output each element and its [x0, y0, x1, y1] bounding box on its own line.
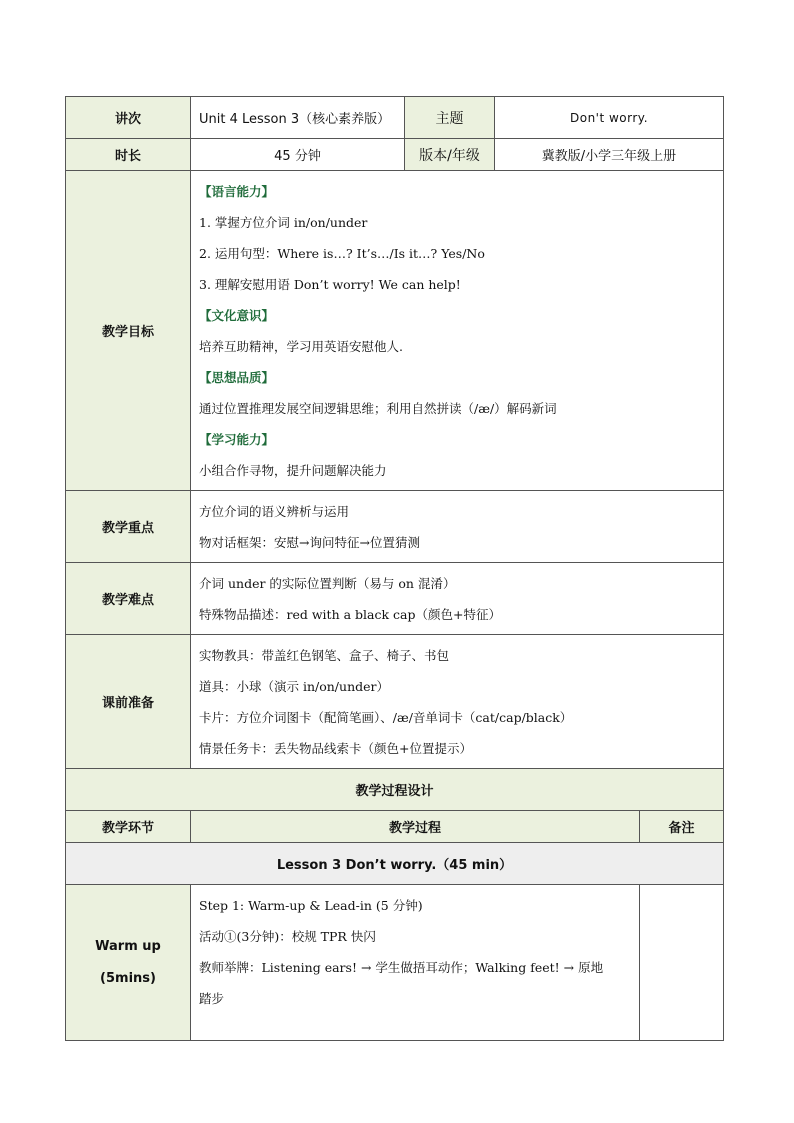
process-header-row	[66, 811, 724, 843]
lesson-plan-document	[65, 96, 723, 1041]
preparation-item: 实物教具：带盖红色钢笔、盒子、椅子、书包	[199, 648, 450, 663]
objective-item: 2. 运用句型：Where is…? It’s…/Is it…? Yes/No	[199, 246, 485, 261]
warmup-instruction-cont: 踏步	[199, 991, 225, 1006]
difficulty-item: 特殊物品描述：red with a black cap（颜色+特征）	[199, 607, 501, 622]
preparation-content	[191, 635, 724, 769]
preparation-item: 情景任务卡：丢失物品线索卡（颜色+位置提示）	[199, 741, 472, 756]
difficulty-item: 介词 under 的实际位置判断（易与 on 混淆）	[199, 576, 456, 591]
key-point-item: 方位介词的语义辨析与运用	[199, 504, 350, 519]
preparation-row	[66, 635, 724, 769]
info-row-lecture	[66, 97, 724, 139]
warmup-stage	[66, 885, 191, 1041]
thinking-heading: 【思想品质】	[199, 370, 275, 385]
culture-text: 培养互助精神，学习用英语安慰他人.	[199, 339, 403, 354]
objective-item: 3. 理解安慰用语 Don’t worry! We can help!	[199, 277, 461, 292]
column-header-note: 备注	[640, 811, 724, 843]
process-title-row	[66, 769, 724, 811]
warmup-activity: 活动①(3分钟)：校规 TPR 快闪	[199, 929, 376, 944]
learning-heading: 【学习能力】	[199, 432, 275, 447]
warmup-step: Step 1: Warm-up & Lead-in (5 分钟)	[199, 898, 423, 913]
key-point-item: 物对话框架：安慰→询问特征→位置猜测	[199, 535, 420, 550]
lecture-value: Unit 4 Lesson 3（核心素养版）	[191, 97, 405, 139]
topic-value: Don't worry.	[495, 97, 724, 139]
key-points-row	[66, 491, 724, 563]
preparation-item: 卡片：方位介词图卡（配简笔画）、/æ/音单词卡（cat/cap/black）	[199, 710, 573, 725]
lecture-label: 讲次	[66, 97, 191, 139]
warmup-row	[66, 885, 724, 1041]
info-row-duration	[66, 139, 724, 171]
culture-heading: 【文化意识】	[199, 308, 275, 323]
key-points-label: 教学重点	[66, 491, 191, 563]
difficulties-content	[191, 563, 724, 635]
preparation-item: 道具：小球（演示 in/on/under）	[199, 679, 389, 694]
objectives-label: 教学目标	[66, 171, 191, 491]
thinking-text: 通过位置推理发展空间逻辑思维；利用自然拼读（/æ/）解码新词	[199, 401, 557, 416]
objectives-row	[66, 171, 724, 491]
difficulties-row	[66, 563, 724, 635]
objective-item: 1. 掌握方位介词 in/on/under	[199, 215, 368, 230]
column-header-stage: 教学环节	[66, 811, 191, 843]
duration-value: 45 分钟	[191, 139, 405, 171]
difficulties-label: 教学难点	[66, 563, 191, 635]
lesson-plan-table	[65, 96, 724, 1041]
warmup-stage-duration: (5mins)	[100, 970, 156, 986]
preparation-label: 课前准备	[66, 635, 191, 769]
process-title: 教学过程设计	[66, 769, 724, 811]
topic-label: 主题	[405, 97, 495, 139]
warmup-stage-title: Warm up	[95, 938, 161, 954]
duration-label: 时长	[66, 139, 191, 171]
language-ability-heading: 【语言能力】	[199, 184, 275, 199]
edition-value: 冀教版/小学三年级上册	[495, 139, 724, 171]
objectives-content	[191, 171, 724, 491]
warmup-process	[191, 885, 640, 1041]
learning-text: 小组合作寻物，提升问题解决能力	[199, 463, 387, 478]
warmup-note	[640, 885, 724, 1041]
key-points-content	[191, 491, 724, 563]
edition-label: 版本/年级	[405, 139, 495, 171]
lesson-title: Lesson 3 Don’t worry.（45 min）	[66, 843, 724, 885]
warmup-instruction: 教师举牌：Listening ears! → 学生做捂耳动作；Walking feet! → 原地	[199, 960, 604, 975]
column-header-process: 教学过程	[191, 811, 640, 843]
lesson-title-row	[66, 843, 724, 885]
